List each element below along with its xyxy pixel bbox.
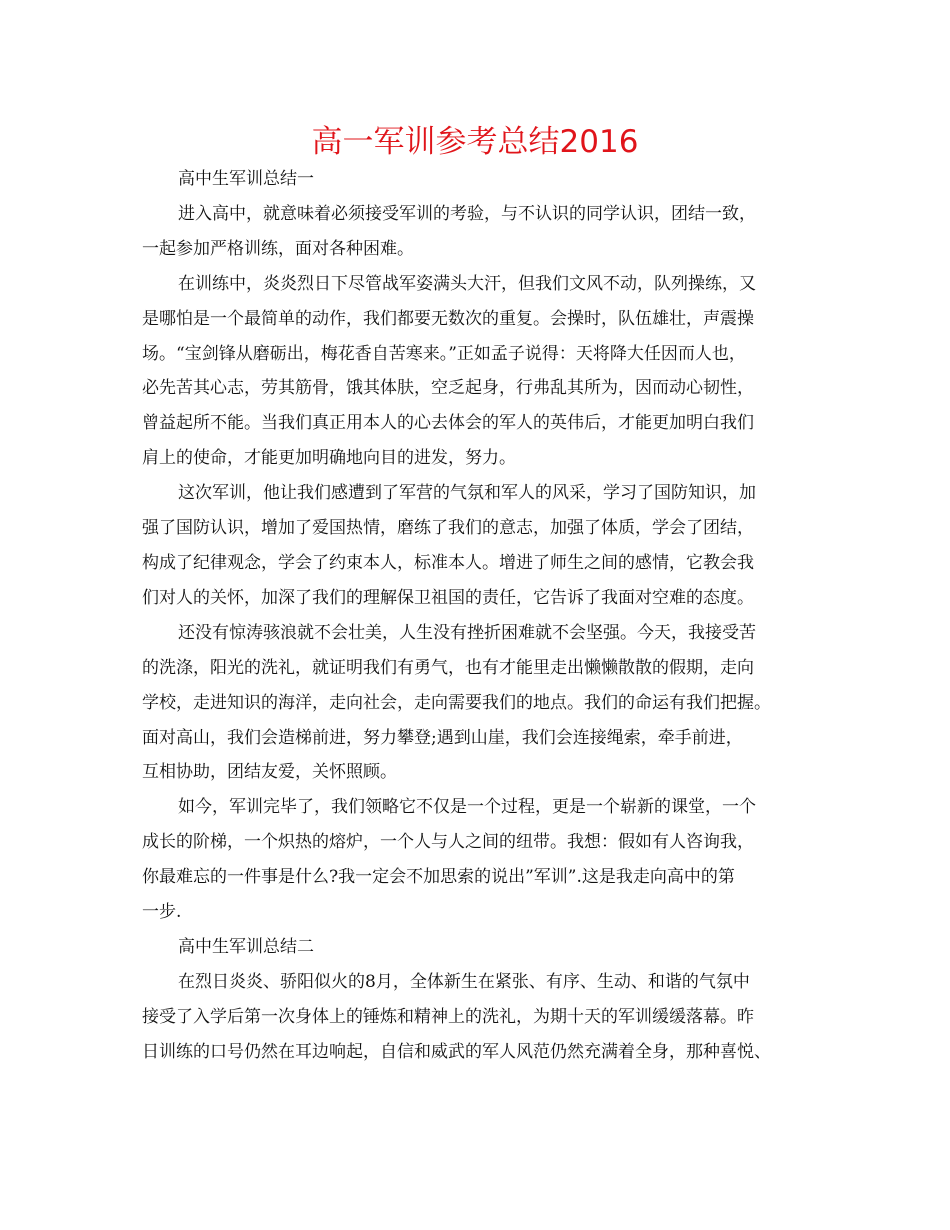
paragraph (142, 790, 822, 930)
text-line: 一步. (142, 902, 182, 923)
text-line: 还没有惊涛骇浪就不会壮美，人生没有挫折困难就不会坚强。今天，我接受苦 (178, 622, 756, 643)
text-line: 日训练的口号仍然在耳边响起，自信和威武的军人风范仍然充满着全身，那种喜悦、 (142, 1041, 771, 1062)
text-line: 曾益起所不能。当我们真正用本人的心去体会的军人的英伟后，才能更加明白我们 (142, 413, 754, 434)
text-line: 构成了纪律观念，学会了约束本人，标准本人。增进了师生之间的感情，它教会我 (142, 552, 754, 573)
text-line: 一起参加严格训练，面对各种困难。 (142, 238, 414, 259)
text-line: 高中生军训总结二 (178, 936, 314, 957)
text-line: 必先苦其心志，劳其筋骨，饿其体肤，空乏起身，行弗乱其所为，因而动心韧性， (142, 378, 754, 399)
text-line: 成长的阶梯，一个炽热的熔炉，一个人与人之间的纽带。我想：假如有人咨询我， (142, 832, 754, 853)
document-body (142, 162, 822, 1070)
text-line: 场。“宝剑锋从磨砺出，梅花香自苦寒来。”正如孟子说得：天将降大任因而人也， (142, 343, 746, 364)
paragraph (142, 267, 822, 476)
text-line: 如今，军训完毕了，我们领略它不仅是一个过程，更是一个崭新的课堂，一个 (178, 797, 756, 818)
section-heading-2 (142, 930, 822, 965)
text-line: 们对人的关怀，加深了我们的理解保卫祖国的责任，它告诉了我面对空难的态度。 (142, 587, 754, 608)
text-line: 是哪怕是一个最简单的动作，我们都要无数次的重复。会操时，队伍雄壮，声震操 (142, 308, 754, 329)
text-line: 进入高中，就意味着必须接受军训的考验，与不认识的同学认识，团结一致， (178, 203, 756, 224)
text-line: 学校，走进知识的海洋，走向社会，走向需要我们的地点。我们的命运有我们把握。 (142, 692, 771, 713)
paragraph (142, 197, 822, 267)
text-line: 这次军训，他让我们感遭到了军营的气氛和军人的风采，学习了国防知识，加 (178, 483, 756, 504)
paragraph (142, 965, 822, 1070)
text-line: 在训练中，炎炎烈日下尽管战军姿满头大汗，但我们文风不动，队列操练，又 (178, 273, 756, 294)
text-line: 高中生军训总结一 (178, 169, 314, 189)
text-line: 肩上的使命，才能更加明确地向目的进发，努力。 (142, 448, 516, 469)
paragraph (142, 616, 822, 791)
paragraph (142, 476, 822, 616)
text-line: 强了国防认识，增加了爱国热情，磨练了我们的意志，加强了体质，学会了团结， (142, 518, 754, 539)
text-line: 接受了入学后第一次身体上的锤炼和精神上的洗礼，为期十天的军训缓缓落幕。昨 (142, 1006, 754, 1027)
text-line: 面对高山，我们会造梯前进，努力攀登;遇到山崖，我们会连接绳索，牵手前进， (142, 727, 743, 748)
text-line: 你最难忘的一件事是什么?我一定会不加思索的说出”军训”.这是我走向高中的第 (142, 867, 735, 888)
document-title: 高一军训参考总结2016 (311, 124, 639, 160)
section-heading-1 (142, 162, 822, 197)
text-line: 在烈日炎炎、骄阳似火的8月，全体新生在紧张、有序、生动、和谐的气氛中 (178, 971, 750, 992)
text-line: 的洗涤，阳光的洗礼，就证明我们有勇气，也有才能里走出懒懒散散的假期，走向 (142, 657, 754, 678)
text-line: 互相协助，团结友爱，关怀照顾。 (142, 762, 397, 783)
